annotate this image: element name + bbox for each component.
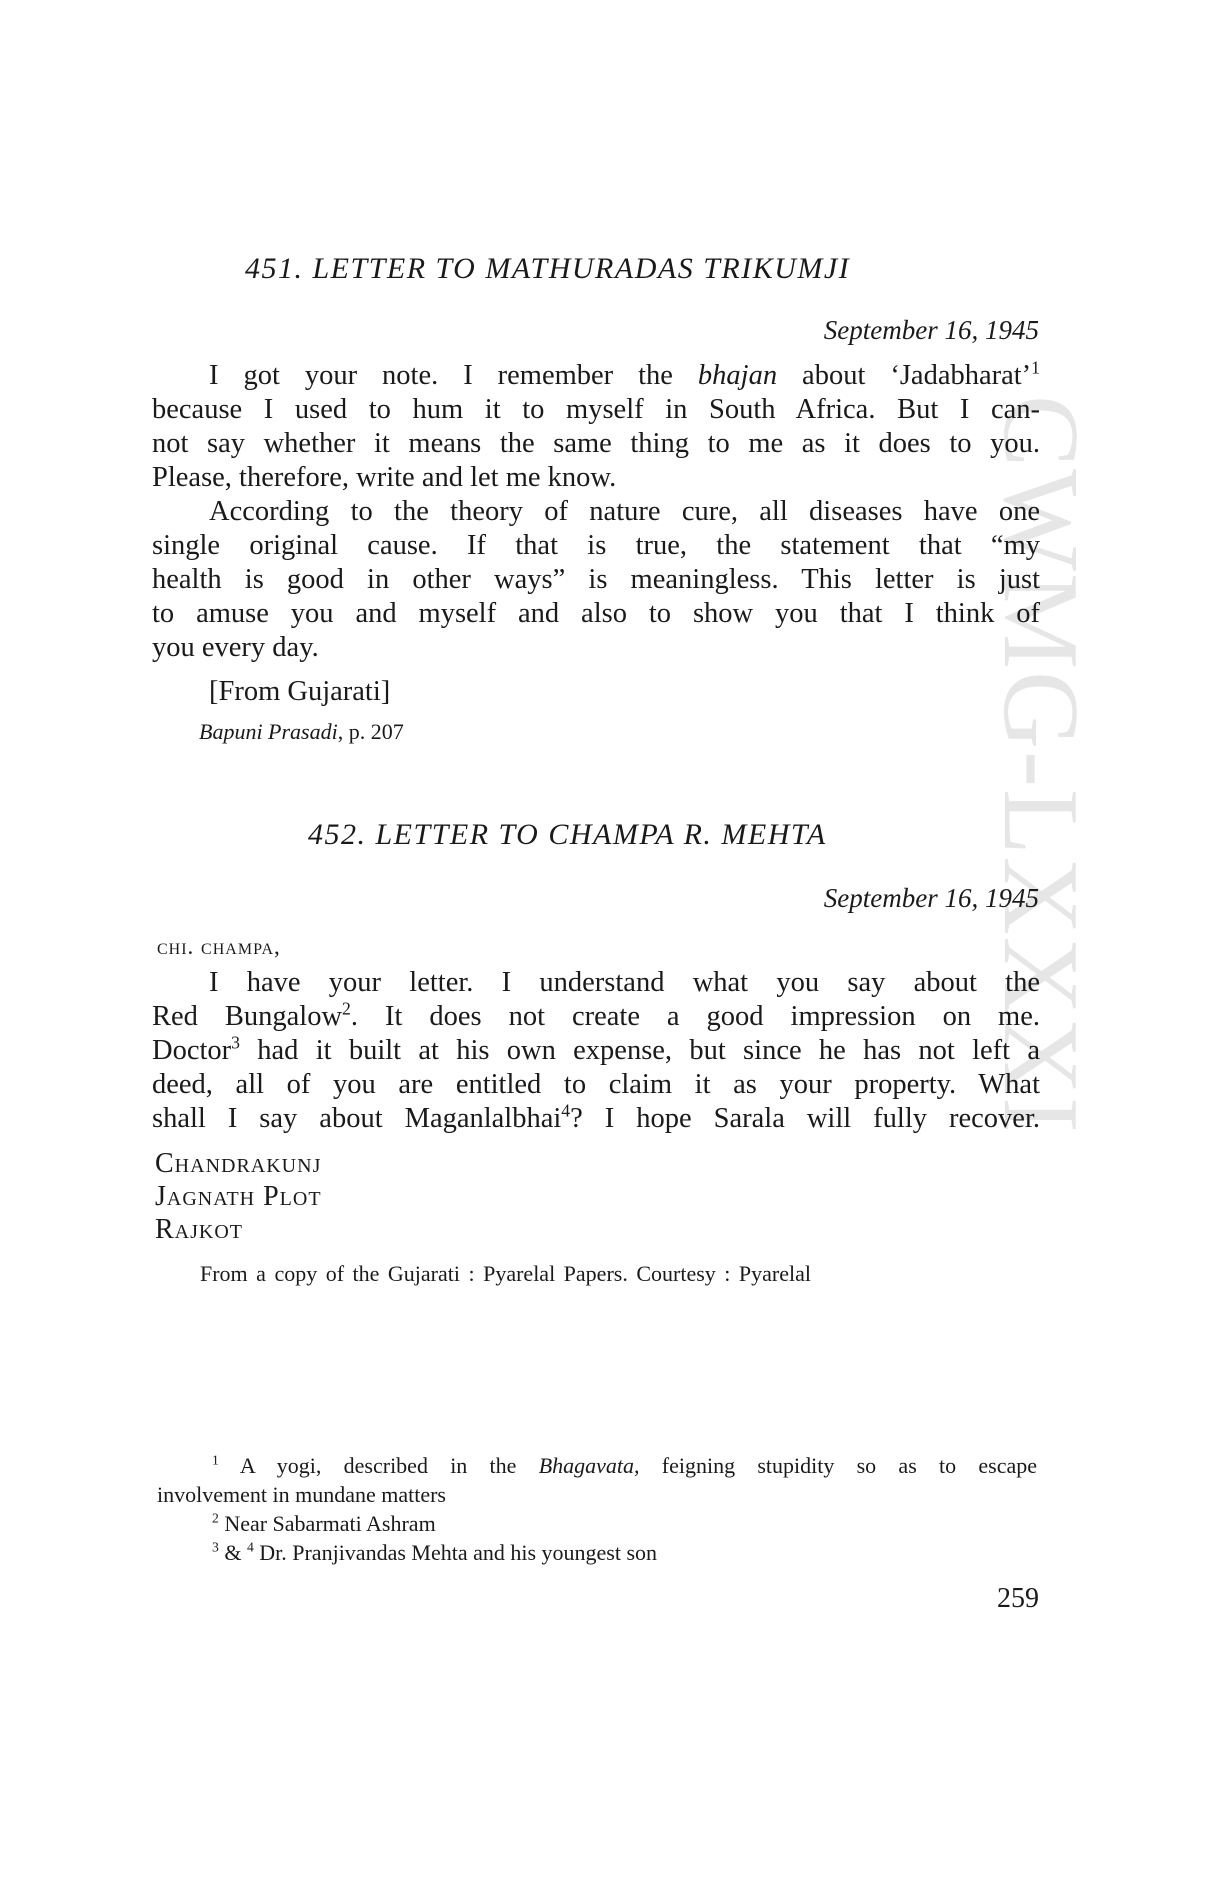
footnote-1-continued: involvement in mundane matters [157,1482,446,1507]
footnote-ref-3: 3 [231,1032,240,1053]
body-line: because I used to hum it to myself in South Africa. But I can- [152,394,1040,425]
body-line: single original cause. If that is true, the statement that “my [152,530,1040,561]
letter-452-body [152,966,1040,1136]
footnote-ref-1: 1 [1031,357,1040,378]
footnote-ref-4: 4 [561,1100,571,1121]
address-line-3: Rajkot [155,1214,244,1245]
body-line: to amuse you and myself and also to show you that I think of [152,598,1040,629]
letter-451-body [152,359,1040,665]
letter-451-source: [From Gujarati] [209,676,391,707]
footnote-ref-2: 2 [342,998,351,1019]
letter-451-citation: Bapuni Prasadi, p. 207 [199,719,404,744]
footnote-2: $^2$ Near Sabarmati Ashram [212,1510,436,1536]
body-line: not say whether it means the same thing to me as it does to you. [152,428,1040,459]
footnote-1: $^1$ A yogi, described in the Bhagavata, feigning stupidity so as to escape [212,1452,1038,1478]
letter-451-title: 451. LETTER TO MATHURADAS TRIKUMJI [245,252,851,285]
watermark: CWMG-LXXXI [981,395,1100,1135]
address-line-1: Chandrakunj [155,1148,322,1179]
body-line: According to the theory of nature cure, all diseases have one [209,496,1040,527]
page-number: 259 [997,1583,1039,1614]
letter-451-date: September 16, 1945 [823,315,1039,345]
bhajan-italic: bhajan [697,360,778,391]
letter-452-credit: From a copy of the Gujarati : Pyarelal Papers. Courtesy : Pyarelal [200,1261,811,1286]
letter-452-salutation: chi. champa, [157,934,281,959]
body-line: Please, therefore, write and let me know. [152,462,617,493]
body-line: I have your letter. I understand what you say about the [209,967,1040,998]
citation-title: Bapuni Prasadi [199,719,338,744]
footnotes [157,1451,1037,1567]
body-line: you every day. [152,632,319,663]
body-line: Red Bungalow$^2$. It does not create a good impression on me. [152,998,1040,1032]
body-line: Doctor$^3$ had it built at his own expense, but since he has not left a [152,1032,1040,1066]
letter-452-title: 452. LETTER TO CHAMPA R. MEHTA [308,818,827,851]
letter-452-date: September 16, 1945 [823,883,1039,913]
body-line: deed, all of you are entitled to claim it as your property. What [152,1069,1040,1100]
body-line: health is good in other ways” is meaningless. This letter is just [152,564,1040,595]
body-line: shall I say about Maganlalbhai$^4$? I hope Sarala will fully recover. [152,1100,1040,1134]
address-line-2: Jagnath Plot [155,1181,322,1212]
body-line: I got your note. I remember the bhajan about ‘Jadabharat’$^1$ [209,357,1040,391]
footnote-3-4: $^3$ & $^4$ Dr. Pranjivandas Mehta and his youngest son [212,1539,658,1565]
